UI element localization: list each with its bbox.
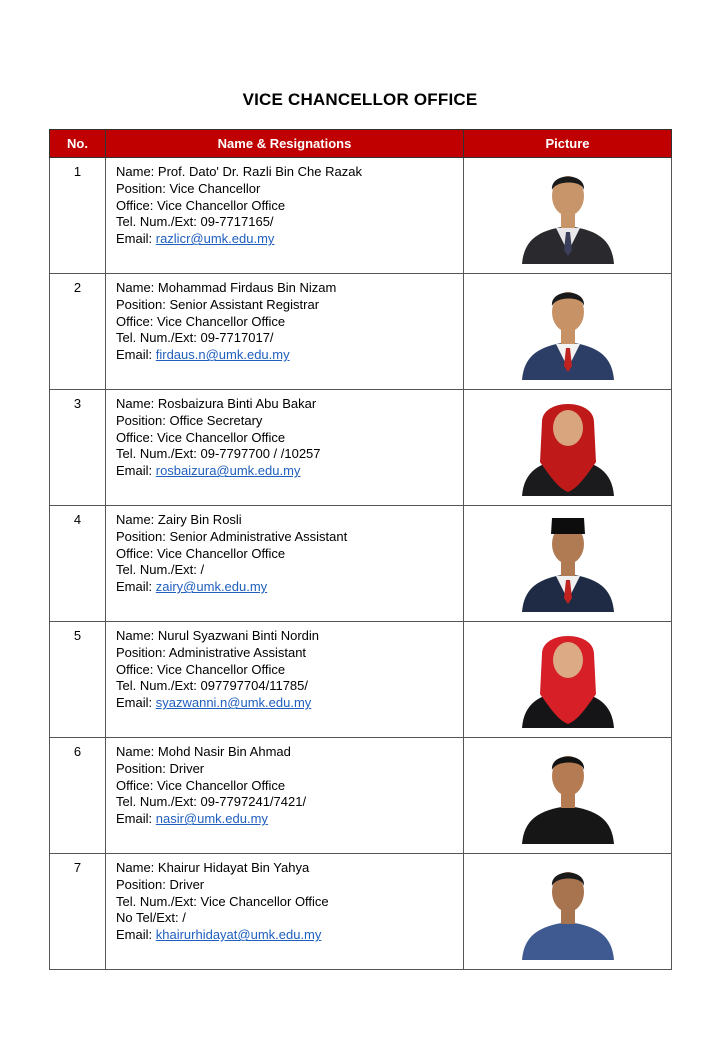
email-link[interactable]: rosbaizura@umk.edu.my bbox=[155, 463, 301, 479]
table-row bbox=[50, 738, 672, 854]
staff-detail-line: Tel. Num./Ext: 09-7717017/ bbox=[116, 330, 274, 346]
staff-photo bbox=[464, 390, 672, 506]
staff-photo bbox=[464, 738, 672, 854]
email-line bbox=[116, 347, 463, 364]
email-link[interactable]: razlicr@umk.edu.my bbox=[155, 231, 275, 247]
email-label: Email: bbox=[116, 927, 156, 943]
staff-detail-line: Tel. Num./Ext: 097797704/11785/ bbox=[116, 678, 308, 694]
row-number: 1 bbox=[50, 158, 106, 274]
email-label: Email: bbox=[116, 695, 156, 711]
row-number: 6 bbox=[50, 738, 106, 854]
staff-detail-line: Office: Vice Chancellor Office bbox=[116, 429, 286, 445]
staff-detail-line: Name: Mohd Nasir Bin Ahmad bbox=[116, 744, 291, 759]
email-line bbox=[116, 579, 463, 596]
staff-detail-line: Office: Vice Chancellor Office bbox=[116, 661, 286, 677]
staff-detail-line: Position: Office Secretary bbox=[116, 412, 263, 428]
table-row bbox=[50, 158, 672, 274]
staff-detail-line: Position: Senior Administrative Assistant bbox=[116, 528, 348, 544]
staff-detail-line: Tel. Num./Ext: Vice Chancellor Office bbox=[116, 893, 329, 909]
staff-details bbox=[106, 738, 464, 854]
email-line bbox=[116, 927, 463, 944]
table-header-row bbox=[50, 130, 672, 158]
row-number: 2 bbox=[50, 274, 106, 390]
table-row bbox=[50, 622, 672, 738]
staff-photo bbox=[464, 854, 672, 970]
page-title: VICE CHANCELLOR OFFICE bbox=[242, 90, 478, 109]
row-number: 7 bbox=[50, 854, 106, 970]
table-row bbox=[50, 390, 672, 506]
staff-detail-line: Name: Rosbaizura Binti Abu Bakar bbox=[116, 396, 317, 411]
header-picture: Picture bbox=[464, 130, 672, 158]
staff-details bbox=[106, 274, 464, 390]
email-label: Email: bbox=[116, 579, 156, 595]
header-no: No. bbox=[50, 130, 106, 158]
email-link[interactable]: khairurhidayat@umk.edu.my bbox=[155, 927, 322, 943]
staff-details bbox=[106, 506, 464, 622]
staff-photo bbox=[464, 158, 672, 274]
staff-detail-line: Position: Driver bbox=[116, 760, 205, 776]
staff-detail-line: Office: Vice Chancellor Office bbox=[116, 313, 286, 329]
email-label: Email: bbox=[116, 347, 156, 363]
staff-detail-line: Office: Vice Chancellor Office bbox=[116, 777, 286, 793]
staff-detail-line: Name: Nurul Syazwani Binti Nordin bbox=[116, 628, 320, 643]
email-label: Email: bbox=[116, 811, 156, 827]
header-name: Name & Resignations bbox=[106, 130, 464, 158]
staff-detail-line: Office: Vice Chancellor Office bbox=[116, 197, 286, 213]
email-line bbox=[116, 231, 463, 248]
email-line bbox=[116, 811, 463, 828]
row-number: 4 bbox=[50, 506, 106, 622]
staff-detail-line: Position: Driver bbox=[116, 876, 205, 892]
row-number: 5 bbox=[50, 622, 106, 738]
table-row bbox=[50, 274, 672, 390]
staff-detail-line: Position: Vice Chancellor bbox=[116, 180, 261, 196]
staff-detail-line: No Tel/Ext: / bbox=[116, 910, 186, 926]
email-link[interactable]: zairy@umk.edu.my bbox=[155, 579, 268, 595]
email-label: Email: bbox=[116, 231, 156, 247]
email-line bbox=[116, 463, 463, 480]
staff-photo bbox=[464, 506, 672, 622]
email-label: Email: bbox=[116, 463, 156, 479]
staff-detail-line: Name: Khairur Hidayat Bin Yahya bbox=[116, 860, 310, 875]
row-number: 3 bbox=[50, 390, 106, 506]
staff-details bbox=[106, 622, 464, 738]
staff-details bbox=[106, 158, 464, 274]
staff-photo bbox=[464, 274, 672, 390]
email-link[interactable]: nasir@umk.edu.my bbox=[155, 811, 268, 827]
staff-photo bbox=[464, 622, 672, 738]
staff-detail-line: Name: Mohammad Firdaus Bin Nizam bbox=[116, 280, 337, 295]
staff-details bbox=[106, 390, 464, 506]
staff-detail-line: Name: Zairy Bin Rosli bbox=[116, 512, 242, 527]
staff-detail-line: Position: Administrative Assistant bbox=[116, 644, 307, 660]
staff-detail-line: Position: Senior Assistant Registrar bbox=[116, 296, 320, 312]
email-link[interactable]: firdaus.n@umk.edu.my bbox=[155, 347, 290, 363]
staff-table bbox=[49, 129, 672, 970]
staff-detail-line: Name: Prof. Dato' Dr. Razli Bin Che Razak bbox=[116, 164, 362, 179]
staff-details bbox=[106, 854, 464, 970]
table-row bbox=[50, 506, 672, 622]
staff-detail-line: Office: Vice Chancellor Office bbox=[116, 545, 286, 561]
table-row bbox=[50, 854, 672, 970]
staff-detail-line: Tel. Num./Ext: / bbox=[116, 562, 205, 578]
staff-detail-line: Tel. Num./Ext: 09-7717165/ bbox=[116, 214, 274, 230]
email-line bbox=[116, 695, 463, 712]
email-link[interactable]: syazwanni.n@umk.edu.my bbox=[155, 695, 312, 711]
staff-detail-line: Tel. Num./Ext: 09-7797700 / /10257 bbox=[116, 446, 321, 462]
staff-detail-line: Tel. Num./Ext: 09-7797241/7421/ bbox=[116, 794, 307, 810]
